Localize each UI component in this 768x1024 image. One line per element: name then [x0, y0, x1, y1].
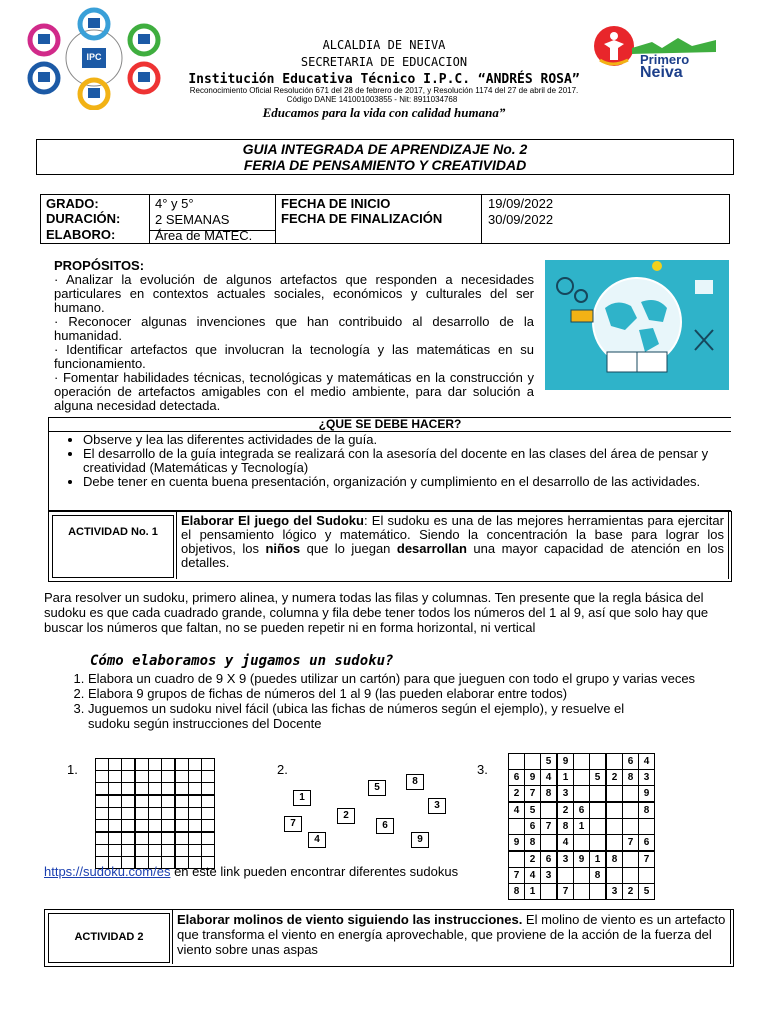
actividad-1-ninos: niños — [265, 541, 301, 556]
empty-grid-cell — [162, 795, 176, 808]
sudoku-cell: 6 — [509, 770, 525, 786]
sudoku-cell: 7 — [623, 835, 639, 852]
empty-grid-cell — [149, 845, 162, 857]
actividad-2-box — [44, 909, 734, 967]
elaboro-value: Área de MATEC. — [155, 228, 253, 243]
number-tile: 7 — [284, 816, 302, 832]
empty-grid-row — [96, 771, 215, 783]
empty-grid-cell — [122, 845, 136, 857]
empty-grid-cell — [96, 771, 109, 783]
empty-grid-cell — [135, 845, 149, 857]
empty-grid-cell — [202, 759, 215, 771]
sudoku-cell — [639, 819, 655, 835]
empty-grid-cell — [122, 820, 136, 833]
empty-grid-cell — [162, 759, 176, 771]
sudoku-cell: 5 — [525, 802, 541, 819]
sudoku-cell — [623, 802, 639, 819]
empty-grid-cell — [149, 771, 162, 783]
que-hacer-item-2: • El desarrollo de la guía integrada se realizará con la asesoría del docente en las clases del área de pensar y creatividad (Matemáticas y Tecnología) — [83, 447, 733, 475]
sudoku-cell: 9 — [639, 786, 655, 803]
sudoku-cell: 6 — [541, 851, 558, 868]
empty-grid-cell — [135, 759, 149, 771]
empty-grid-cell — [162, 832, 176, 845]
sudoku-cell: 9 — [525, 770, 541, 786]
sudoku-cell — [590, 819, 607, 835]
actividad-1-text — [177, 512, 728, 572]
number-tile: 5 — [368, 780, 386, 796]
sudoku-cell: 4 — [525, 868, 541, 884]
sudoku-cell: 5 — [639, 884, 655, 900]
sudoku-cell — [509, 754, 525, 770]
sudoku-row — [509, 835, 655, 852]
sudoku-cell: 8 — [557, 819, 574, 835]
logo-primero: Primero — [640, 52, 690, 67]
sudoku-cell — [541, 884, 558, 900]
number-tile: 9 — [411, 832, 429, 848]
proposito-3: · Identificar artefactos que involucran la tecnología y las matemáticas en su funcionamiento. — [54, 342, 534, 371]
sudoku-cell — [574, 835, 590, 852]
sudoku-row — [509, 884, 655, 900]
propositos-section — [54, 259, 534, 413]
sudoku-cell — [606, 819, 623, 835]
sudoku-cell — [590, 835, 607, 852]
header-motto-text: Educamos para la vida con calidad humana” — [262, 105, 506, 120]
fecha-fin-label: FECHA DE FINALIZACIÓN — [281, 211, 443, 226]
empty-grid-cell — [175, 832, 189, 845]
empty-grid-cell — [149, 783, 162, 796]
duracion-label: DURACIÓN: — [46, 211, 121, 226]
empty-grid-cell — [189, 820, 202, 833]
sudoku-cell — [623, 851, 639, 868]
empty-grid-cell — [162, 771, 176, 783]
sudoku-cell: 5 — [590, 770, 607, 786]
figure-label-1: 1. — [67, 762, 78, 777]
guide-title: GUIA INTEGRADA DE APRENDIZAJE No. 2 — [242, 141, 528, 157]
grado-value: 4° y 5° — [155, 196, 194, 211]
sudoku-cell — [623, 786, 639, 803]
empty-grid-cell — [202, 795, 215, 808]
como-step-1: 1. Elabora un cuadro de 9 X 9 (puedes utilizar un cartón) para que jueguen con todo el grupo y varias veces — [88, 671, 758, 686]
sudoku-cell: 5 — [541, 754, 558, 770]
empty-grid-cell — [189, 771, 202, 783]
sudoku-cell: 3 — [557, 851, 574, 868]
sudoku-cell: 8 — [606, 851, 623, 868]
sudoku-cell — [541, 802, 558, 819]
que-hacer-list — [49, 433, 731, 489]
empty-grid-cell — [109, 845, 122, 857]
sudoku-cell: 8 — [541, 786, 558, 803]
guide-title-box — [36, 139, 734, 175]
sudoku-cell: 2 — [606, 770, 623, 786]
que-hacer-item-3: • Debe tener en cuenta buena presentación, organización y cumplimiento en el desarrollo de las actividades. — [83, 475, 731, 489]
como-step-2: 2. Elabora 9 grupos de fichas de números del 1 al 9 (las pueden elaborar entre todos) — [88, 686, 758, 701]
empty-sudoku-grid — [95, 758, 215, 869]
empty-grid-cell — [175, 808, 189, 820]
como-heading: Cómo elaboramos y jugamos un sudoku? — [90, 653, 394, 669]
number-tile: 4 — [308, 832, 326, 848]
sudoku-cell: 6 — [623, 754, 639, 770]
empty-grid-cell — [109, 808, 122, 820]
empty-grid-cell — [109, 795, 122, 808]
sudoku-cell: 7 — [509, 868, 525, 884]
empty-grid-cell — [122, 808, 136, 820]
sudoku-cell: 8 — [590, 868, 607, 884]
propositos-heading: PROPÓSITOS: — [54, 258, 145, 273]
como-steps — [44, 671, 758, 731]
header-line-4: Reconocimiento Oficial Resolución 671 del 28 de febrero de 2017, y Resolución 1174 del 27 de abril de 2017. — [189, 86, 579, 95]
sudoku-cell: 1 — [590, 851, 607, 868]
empty-grid-cell — [122, 783, 136, 796]
number-tile: 6 — [376, 818, 394, 834]
empty-grid-cell — [175, 783, 189, 796]
sudoku-cell: 1 — [574, 819, 590, 835]
sudoku-row — [509, 868, 655, 884]
empty-grid-cell — [122, 795, 136, 808]
actividad-1-lead: Elaborar El juego del Sudoku — [181, 513, 364, 528]
como-step-3: 3. Juguemos un sudoku nivel fácil (ubica las fichas de números según el ejemplo), y resuelve el sudoku según instrucciones del Docente — [88, 701, 668, 731]
empty-grid-cell — [122, 771, 136, 783]
empty-grid-cell — [175, 771, 189, 783]
empty-grid-cell — [109, 771, 122, 783]
sudoku-cell: 2 — [509, 786, 525, 803]
empty-grid-cell — [96, 845, 109, 857]
empty-grid-cell — [96, 820, 109, 833]
elaboro-label: ELABORO: — [46, 227, 116, 242]
sudoku-cell — [606, 786, 623, 803]
sudoku-cell: 3 — [639, 770, 655, 786]
sudoku-cell: 7 — [639, 851, 655, 868]
empty-grid-cell — [135, 820, 149, 833]
sudoku-cell: 2 — [525, 851, 541, 868]
actividad-1-text-a: : El sudoku es una de las mejores herramientas para ejercitar el pensamiento lógico y matemático. Siendo la concentración la base para lograr los objetivos, los — [181, 513, 724, 556]
empty-grid-cell — [149, 820, 162, 833]
empty-grid-cell — [122, 832, 136, 845]
sudoku-cell: 7 — [557, 884, 574, 900]
empty-grid-cell — [189, 795, 202, 808]
empty-grid-cell — [135, 795, 149, 808]
sudoku-cell: 6 — [574, 802, 590, 819]
sudoku-cell: 2 — [557, 802, 574, 819]
sudoku-cell: 8 — [525, 835, 541, 852]
sudoku-cell: 8 — [639, 802, 655, 819]
empty-grid-cell — [202, 820, 215, 833]
sudoku-cell — [574, 884, 590, 900]
sudoku-cell — [574, 770, 590, 786]
empty-grid-cell — [175, 795, 189, 808]
actividad-1-label: ACTIVIDAD No. 1 — [68, 526, 158, 538]
empty-grid-cell — [135, 808, 149, 820]
empty-grid-cell — [202, 808, 215, 820]
actividad-2-text-box — [172, 910, 731, 964]
header-line-3: Institución Educativa Técnico I.P.C. “ANDRÉS ROSA” — [188, 72, 580, 87]
empty-grid-cell — [189, 759, 202, 771]
empty-grid-cell — [175, 845, 189, 857]
proposito-1: · Analizar la evolución de algunos artefactos que responden a necesidades particulares en contextos actuales sociales, económicos y culturales del ser humano. — [54, 272, 534, 315]
logo-center-text: IPC — [86, 52, 102, 62]
header-motto — [0, 105, 768, 121]
empty-grid-cell — [135, 783, 149, 796]
sudoku-cell — [590, 754, 607, 770]
sudoku-cell: 9 — [557, 754, 574, 770]
empty-grid-cell — [162, 845, 176, 857]
empty-grid-cell — [109, 783, 122, 796]
empty-grid-cell — [122, 759, 136, 771]
empty-grid-cell — [202, 771, 215, 783]
empty-grid-cell — [135, 771, 149, 783]
empty-grid-cell — [189, 832, 202, 845]
sudoku-cell — [590, 802, 607, 819]
empty-grid-cell — [149, 759, 162, 771]
sudoku-cell: 9 — [509, 835, 525, 852]
empty-grid-row — [96, 832, 215, 845]
fecha-fin-value: 30/09/2022 — [488, 212, 554, 227]
actividad-2-label-box — [48, 913, 170, 963]
sudoku-cell — [606, 754, 623, 770]
sudoku-cell: 7 — [525, 786, 541, 803]
sudoku-cell: 3 — [606, 884, 623, 900]
empty-grid-row — [96, 759, 215, 771]
empty-grid-cell — [149, 808, 162, 820]
sudoku-cell — [606, 802, 623, 819]
empty-grid-cell — [189, 808, 202, 820]
sudoku-cell: 1 — [525, 884, 541, 900]
que-hacer-box — [48, 417, 731, 511]
empty-grid-cell — [162, 820, 176, 833]
actividad-1-label-box — [52, 515, 174, 578]
number-tile: 1 — [293, 790, 311, 806]
sudoku-row — [509, 851, 655, 868]
sudoku-link-text: en este link pueden encontrar diferentes sudokus — [170, 864, 459, 879]
figure-label-2: 2. — [277, 762, 288, 777]
actividad-2-label: ACTIVIDAD 2 — [74, 931, 144, 943]
actividad-2-lead: Elaborar molinos de viento siguiendo las instrucciones. — [177, 912, 523, 927]
empty-grid-cell — [149, 832, 162, 845]
empty-grid-cell — [96, 808, 109, 820]
duracion-value: 2 SEMANAS — [155, 212, 230, 227]
sudoku-cell: 1 — [557, 770, 574, 786]
sudoku-cell: 8 — [623, 770, 639, 786]
proposito-4: · Fomentar habilidades técnicas, tecnológicas y matemáticas en la construcción y operación de artefactos amigables con el medio ambiente, para dar solución a alguna necesidad detectada. — [54, 370, 534, 413]
empty-grid-cell — [135, 832, 149, 845]
sudoku-cell — [574, 868, 590, 884]
empty-grid-cell — [162, 783, 176, 796]
sudoku-intro-paragraph: Para resolver un sudoku, primero alinea, y numera todas las filas y columnas. Ten presente que la regla básica del sudoku es que cada cuadrado grande, columna y fila debe tener todos los números del 1 al 9, así que solo hay que buscar los números que faltan, no se pueden repetir ni en forma horizontal, ni vertical — [44, 590, 709, 635]
proposito-2: · Reconocer algunas invenciones que han contribuido al desarrollo de la humanidad. — [54, 314, 534, 343]
que-hacer-item-1: • Observe y lea las diferentes actividades de la guía. — [83, 433, 731, 447]
empty-grid-cell — [109, 832, 122, 845]
sudoku-cell — [525, 754, 541, 770]
empty-grid-cell — [149, 795, 162, 808]
sudoku-row — [509, 786, 655, 803]
sudoku-cell: 7 — [541, 819, 558, 835]
actividad-2-text — [173, 910, 730, 959]
sudoku-cell: 6 — [639, 835, 655, 852]
guide-subtitle: FERIA DE PENSAMIENTO Y CREATIVIDAD — [243, 157, 527, 173]
actividad-1-text-box — [176, 512, 729, 579]
actividad-1-text-b: que lo juegan — [300, 541, 397, 556]
figure-label-3: 3. — [477, 762, 488, 777]
number-tile: 3 — [428, 798, 446, 814]
sudoku-cell: 3 — [541, 868, 558, 884]
empty-grid-row — [96, 808, 215, 820]
sudoku-cell — [574, 786, 590, 803]
number-tile: 8 — [406, 774, 424, 790]
actividad-1-desarrollan: desarrollan — [396, 541, 467, 556]
empty-grid-cell — [109, 820, 122, 833]
sudoku-row — [509, 819, 655, 835]
sudoku-cell: 2 — [623, 884, 639, 900]
empty-grid-cell — [96, 783, 109, 796]
empty-grid-cell — [202, 845, 215, 857]
info-table — [40, 194, 730, 244]
grado-label: GRADO: — [46, 196, 99, 211]
sudoku-link-line — [44, 864, 458, 879]
sudoku-cell: 9 — [574, 851, 590, 868]
sudoku-cell: 4 — [509, 802, 525, 819]
empty-grid-cell — [202, 783, 215, 796]
empty-grid-cell — [162, 808, 176, 820]
sudoku-cell — [590, 884, 607, 900]
fecha-inicio-label: FECHA DE INICIO — [281, 196, 391, 211]
sudoku-row — [509, 770, 655, 786]
sudoku-cell — [623, 819, 639, 835]
empty-grid-row — [96, 795, 215, 808]
sudoku-cell — [639, 868, 655, 884]
sudoku-cell — [606, 868, 623, 884]
header-line-2: SECRETARIA DE EDUCACION — [300, 55, 468, 69]
empty-grid-row — [96, 845, 215, 857]
empty-grid-cell — [202, 832, 215, 845]
actividad-2-body: El molino de viento es un artefacto que transforma el viento en energía aprovechable, que proviene de la acción de la fuerza del viento sobre unas aspas — [177, 912, 726, 957]
empty-grid-row — [96, 820, 215, 833]
empty-grid-cell — [96, 759, 109, 771]
sudoku-cell — [541, 835, 558, 852]
sudoku-cell: 4 — [557, 835, 574, 852]
sudoku-row — [509, 754, 655, 770]
header-line-5: Código DANE 141001003855 - Nit: 8911034768 — [286, 95, 458, 104]
sudoku-link[interactable]: https://sudoku.com/es — [44, 864, 171, 879]
sudoku-cell — [606, 835, 623, 852]
empty-grid-cell — [175, 759, 189, 771]
empty-grid-cell — [109, 759, 122, 771]
sudoku-cell — [590, 786, 607, 803]
empty-grid-row — [96, 783, 215, 796]
sudoku-cell — [574, 754, 590, 770]
sudoku-cell: 8 — [509, 884, 525, 900]
sudoku-cell: 4 — [541, 770, 558, 786]
empty-grid-cell — [189, 783, 202, 796]
sudoku-row — [509, 802, 655, 819]
header-line-1: ALCALDIA DE NEIVA — [322, 38, 446, 52]
actividad-1-text-c: una mayor capacidad de atención en los detalles. — [181, 541, 725, 570]
sudoku-cell — [509, 819, 525, 835]
fecha-inicio-value: 19/09/2022 — [488, 196, 554, 211]
sudoku-cell: 3 — [557, 786, 574, 803]
que-hacer-heading: ¿QUE SE DEBE HACER? — [49, 418, 731, 432]
empty-grid-cell — [175, 820, 189, 833]
sudoku-cell — [623, 868, 639, 884]
sudoku-cell — [509, 851, 525, 868]
empty-grid-cell — [96, 795, 109, 808]
empty-grid-cell — [96, 832, 109, 845]
sudoku-cell — [557, 868, 574, 884]
sudoku-cell: 4 — [639, 754, 655, 770]
sudoku-cell: 6 — [525, 819, 541, 835]
sudoku-example — [508, 753, 655, 900]
number-tile: 2 — [337, 808, 355, 824]
math-tech-illustration — [545, 260, 729, 390]
logo-neiva: Neiva — [640, 64, 683, 81]
actividad-1-box — [48, 511, 732, 582]
empty-grid-cell — [189, 845, 202, 857]
